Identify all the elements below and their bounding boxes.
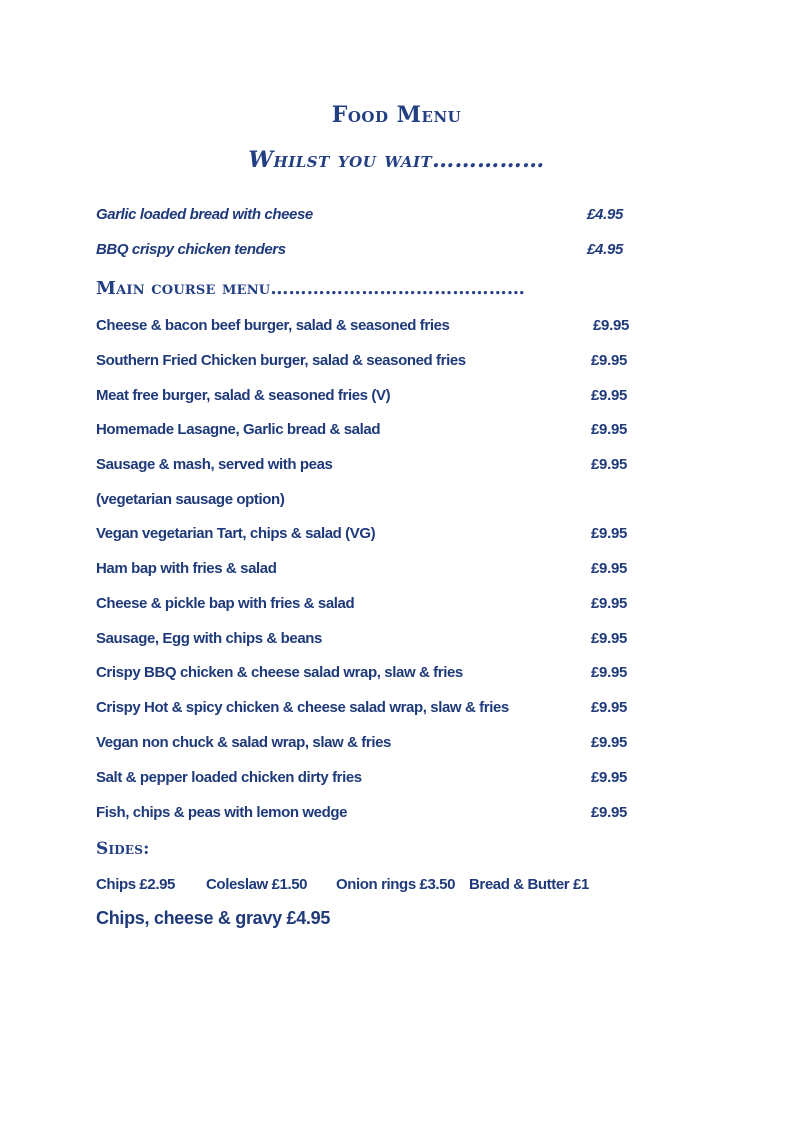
menu-row <box>96 349 636 373</box>
item-name: Southern Fried Chicken burger, salad & seasoned fries <box>96 352 466 369</box>
extra-item: Chips, cheese & gravy £4.95 <box>96 908 331 928</box>
main-course-heading: Main course menu…………………………………… <box>96 278 526 299</box>
menu-row <box>96 314 636 338</box>
item-name: Sausage, Egg with chips & beans <box>96 630 322 647</box>
item-name: Meat free burger, salad & seasoned fries (V) <box>96 387 391 404</box>
item-name: Vegan vegetarian Tart, chips & salad (VG) <box>96 525 376 542</box>
item-name: Homemade Lasagne, Garlic bread & salad <box>96 421 381 438</box>
sides-heading: Sides: <box>96 839 150 859</box>
menu-row <box>96 592 636 616</box>
side-item: Bread & Butter £1 <box>469 876 589 893</box>
side-item: Chips £2.95 <box>96 876 175 893</box>
item-price: £9.95 <box>591 699 628 716</box>
item-price: £9.95 <box>591 769 628 786</box>
menu-title: Food Menu <box>331 102 462 128</box>
menu-row-note <box>96 488 636 512</box>
item-price: £4.95 <box>587 206 624 223</box>
item-name: Garlic loaded bread with cheese <box>96 206 313 223</box>
item-price: £9.95 <box>593 317 630 334</box>
item-name: Sausage & mash, served with peas <box>96 456 333 473</box>
starter-row <box>96 203 636 227</box>
item-name: Crispy Hot & spicy chicken & cheese salad wrap, slaw & fries <box>96 699 509 716</box>
starter-row <box>96 238 636 262</box>
item-name: Cheese & pickle bap with fries & salad <box>96 595 355 612</box>
item-price: £9.95 <box>591 630 628 647</box>
item-price: £9.95 <box>591 664 628 681</box>
menu-subtitle: Whilst you wait…………… <box>248 147 545 173</box>
menu-row <box>96 731 636 755</box>
menu-row <box>96 418 636 442</box>
side-item: Coleslaw £1.50 <box>206 876 308 893</box>
item-price: £9.95 <box>591 387 628 404</box>
item-name: Vegan non chuck & salad wrap, slaw & fries <box>96 734 391 751</box>
item-name: (vegetarian sausage option) <box>96 491 285 508</box>
item-name: BBQ crispy chicken tenders <box>96 241 286 258</box>
menu-row <box>96 522 636 546</box>
item-price: £9.95 <box>591 804 628 821</box>
item-price: £9.95 <box>591 595 628 612</box>
item-price: £9.95 <box>591 525 628 542</box>
item-price: £9.95 <box>591 421 628 438</box>
item-name: Fish, chips & peas with lemon wedge <box>96 804 348 821</box>
item-price: £9.95 <box>591 352 628 369</box>
menu-row <box>96 801 636 825</box>
item-name: Ham bap with fries & salad <box>96 560 277 577</box>
item-price: £9.95 <box>591 734 628 751</box>
menu-row <box>96 696 636 720</box>
menu-row <box>96 661 636 685</box>
item-name: Cheese & bacon beef burger, salad & seasoned fries <box>96 317 450 334</box>
item-price: £9.95 <box>591 456 628 473</box>
item-name: Salt & pepper loaded chicken dirty fries <box>96 769 362 786</box>
side-item: Onion rings £3.50 <box>336 876 456 893</box>
item-price: £9.95 <box>591 560 628 577</box>
menu-row <box>96 453 636 477</box>
item-name: Crispy BBQ chicken & cheese salad wrap, slaw & fries <box>96 664 463 681</box>
item-price: £4.95 <box>587 241 624 258</box>
menu-row <box>96 557 636 581</box>
menu-row <box>96 384 636 408</box>
menu-row <box>96 766 636 790</box>
menu-row <box>96 627 636 651</box>
